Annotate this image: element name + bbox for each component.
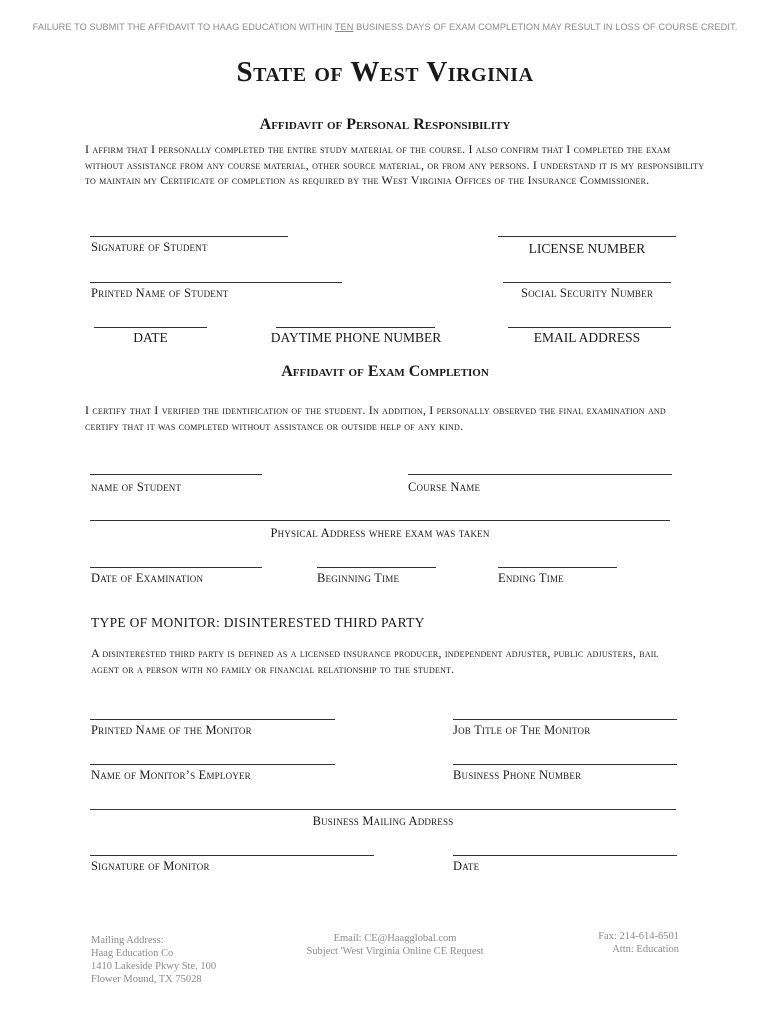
end-time-line[interactable] [498,567,617,568]
license-number-line[interactable] [498,236,676,237]
email-line[interactable]: Email: CE@Haagglobal.com [333,933,457,944]
date-exam-label: Date of Examination [91,571,204,585]
email-contact-block [265,932,525,958]
signature-monitor-line[interactable] [90,855,374,856]
mailing-address-label: Business Mailing Address [312,814,454,828]
license-number-label: LICENSE NUMBER [528,241,646,256]
mailing-line: Haag Education Co [91,948,174,959]
email-line[interactable] [508,327,671,328]
monitor-type-heading: TYPE OF MONITOR: DISINTERESTED THIRD PARTY [91,615,425,630]
section-heading-exam-completion: Affidavit of Exam Completion [281,363,489,380]
date-line[interactable] [94,327,207,328]
date-label: DATE [133,330,168,345]
printed-name-monitor-line[interactable] [90,719,335,720]
email-subject-line: Subject 'West Virginia Online CE Request [306,946,484,957]
printed-name-monitor-label: Printed Name of the Monitor [91,723,252,737]
course-name-line[interactable] [408,474,672,475]
mailing-address-line[interactable] [90,809,676,810]
begin-time-label: Beginning Time [317,571,400,585]
ssn-line[interactable] [503,282,671,283]
daytime-phone-label: DAYTIME PHONE NUMBER [270,330,442,345]
monitor-date-line[interactable] [453,855,677,856]
fax-attn-line: Attn: Education [612,944,679,955]
exam-completion-paragraph: I certify that I verified the identification of the student. In addition, I personally observed the final examination and certify that it was completed without assistance or outside help of any kind. [85,403,666,433]
personal-responsibility-paragraph: I affirm that I personally completed the entire study material of the course. I also confirm that I completed the exam without assistance from any course material, other source material, or from any persons. I understand it is my responsibility to maintain my Certificate of completion as required by the West Virginia Offices of the Insurance Commissioner. [85,142,705,187]
printed-name-student-label: Printed Name of Student [91,286,229,300]
notice-emphasis: TEN [334,22,354,32]
monitor-date-label: Date [453,859,480,873]
signature-student-label: Signature of Student [91,240,208,254]
business-phone-line[interactable] [453,764,677,765]
mailing-address-block [91,934,216,986]
signature-student-line[interactable] [90,236,288,237]
monitor-definition-paragraph: A disinterested third party is defined as a licensed insurance producer, independent adjuster, public adjusters, bail agent or a person with no family or financial relationship to the student. [91,646,659,676]
notice-text-before: FAILURE TO SUBMIT THE AFFIDAVIT TO HAAG EDUCATION WITHIN [32,22,335,32]
name-student-line[interactable] [90,474,262,475]
date-exam-line[interactable] [90,567,262,568]
name-student-label: name of Student [91,480,182,494]
fax-contact-block [540,930,679,956]
ssn-label: Social Security Number [520,286,654,300]
mailing-line: Flower Mound, TX 75028 [91,974,202,985]
email-label: EMAIL ADDRESS [533,330,641,345]
physical-address-label: Physical Address where exam was taken [270,526,490,540]
printed-name-student-line[interactable] [90,282,342,283]
end-time-label: Ending Time [498,571,564,585]
employer-label: Name of Monitor’s Employer [91,768,251,782]
submission-deadline-notice [0,22,770,32]
signature-monitor-label: Signature of Monitor [91,859,210,873]
course-name-label: Course Name [408,480,481,494]
page-title: State of West Virginia [236,56,534,88]
mailing-line: Mailing Address: [91,935,164,946]
mailing-line: 1410 Lakeside Pkwy Ste. 100 [91,961,217,972]
begin-time-line[interactable] [317,567,436,568]
job-title-line[interactable] [453,719,677,720]
employer-line[interactable] [90,764,335,765]
fax-line: Fax: 214-614-6501 [598,931,679,942]
daytime-phone-line[interactable] [276,327,435,328]
section-heading-personal-responsibility: Affidavit of Personal Responsibility [259,116,511,133]
physical-address-line[interactable] [90,520,670,521]
job-title-label: Job Title of The Monitor [453,723,591,737]
business-phone-label: Business Phone Number [453,768,582,782]
notice-text-after: BUSINESS DAYS OF EXAM COMPLETION MAY RESULT IN LOSS OF COURSE CREDIT. [353,22,738,32]
